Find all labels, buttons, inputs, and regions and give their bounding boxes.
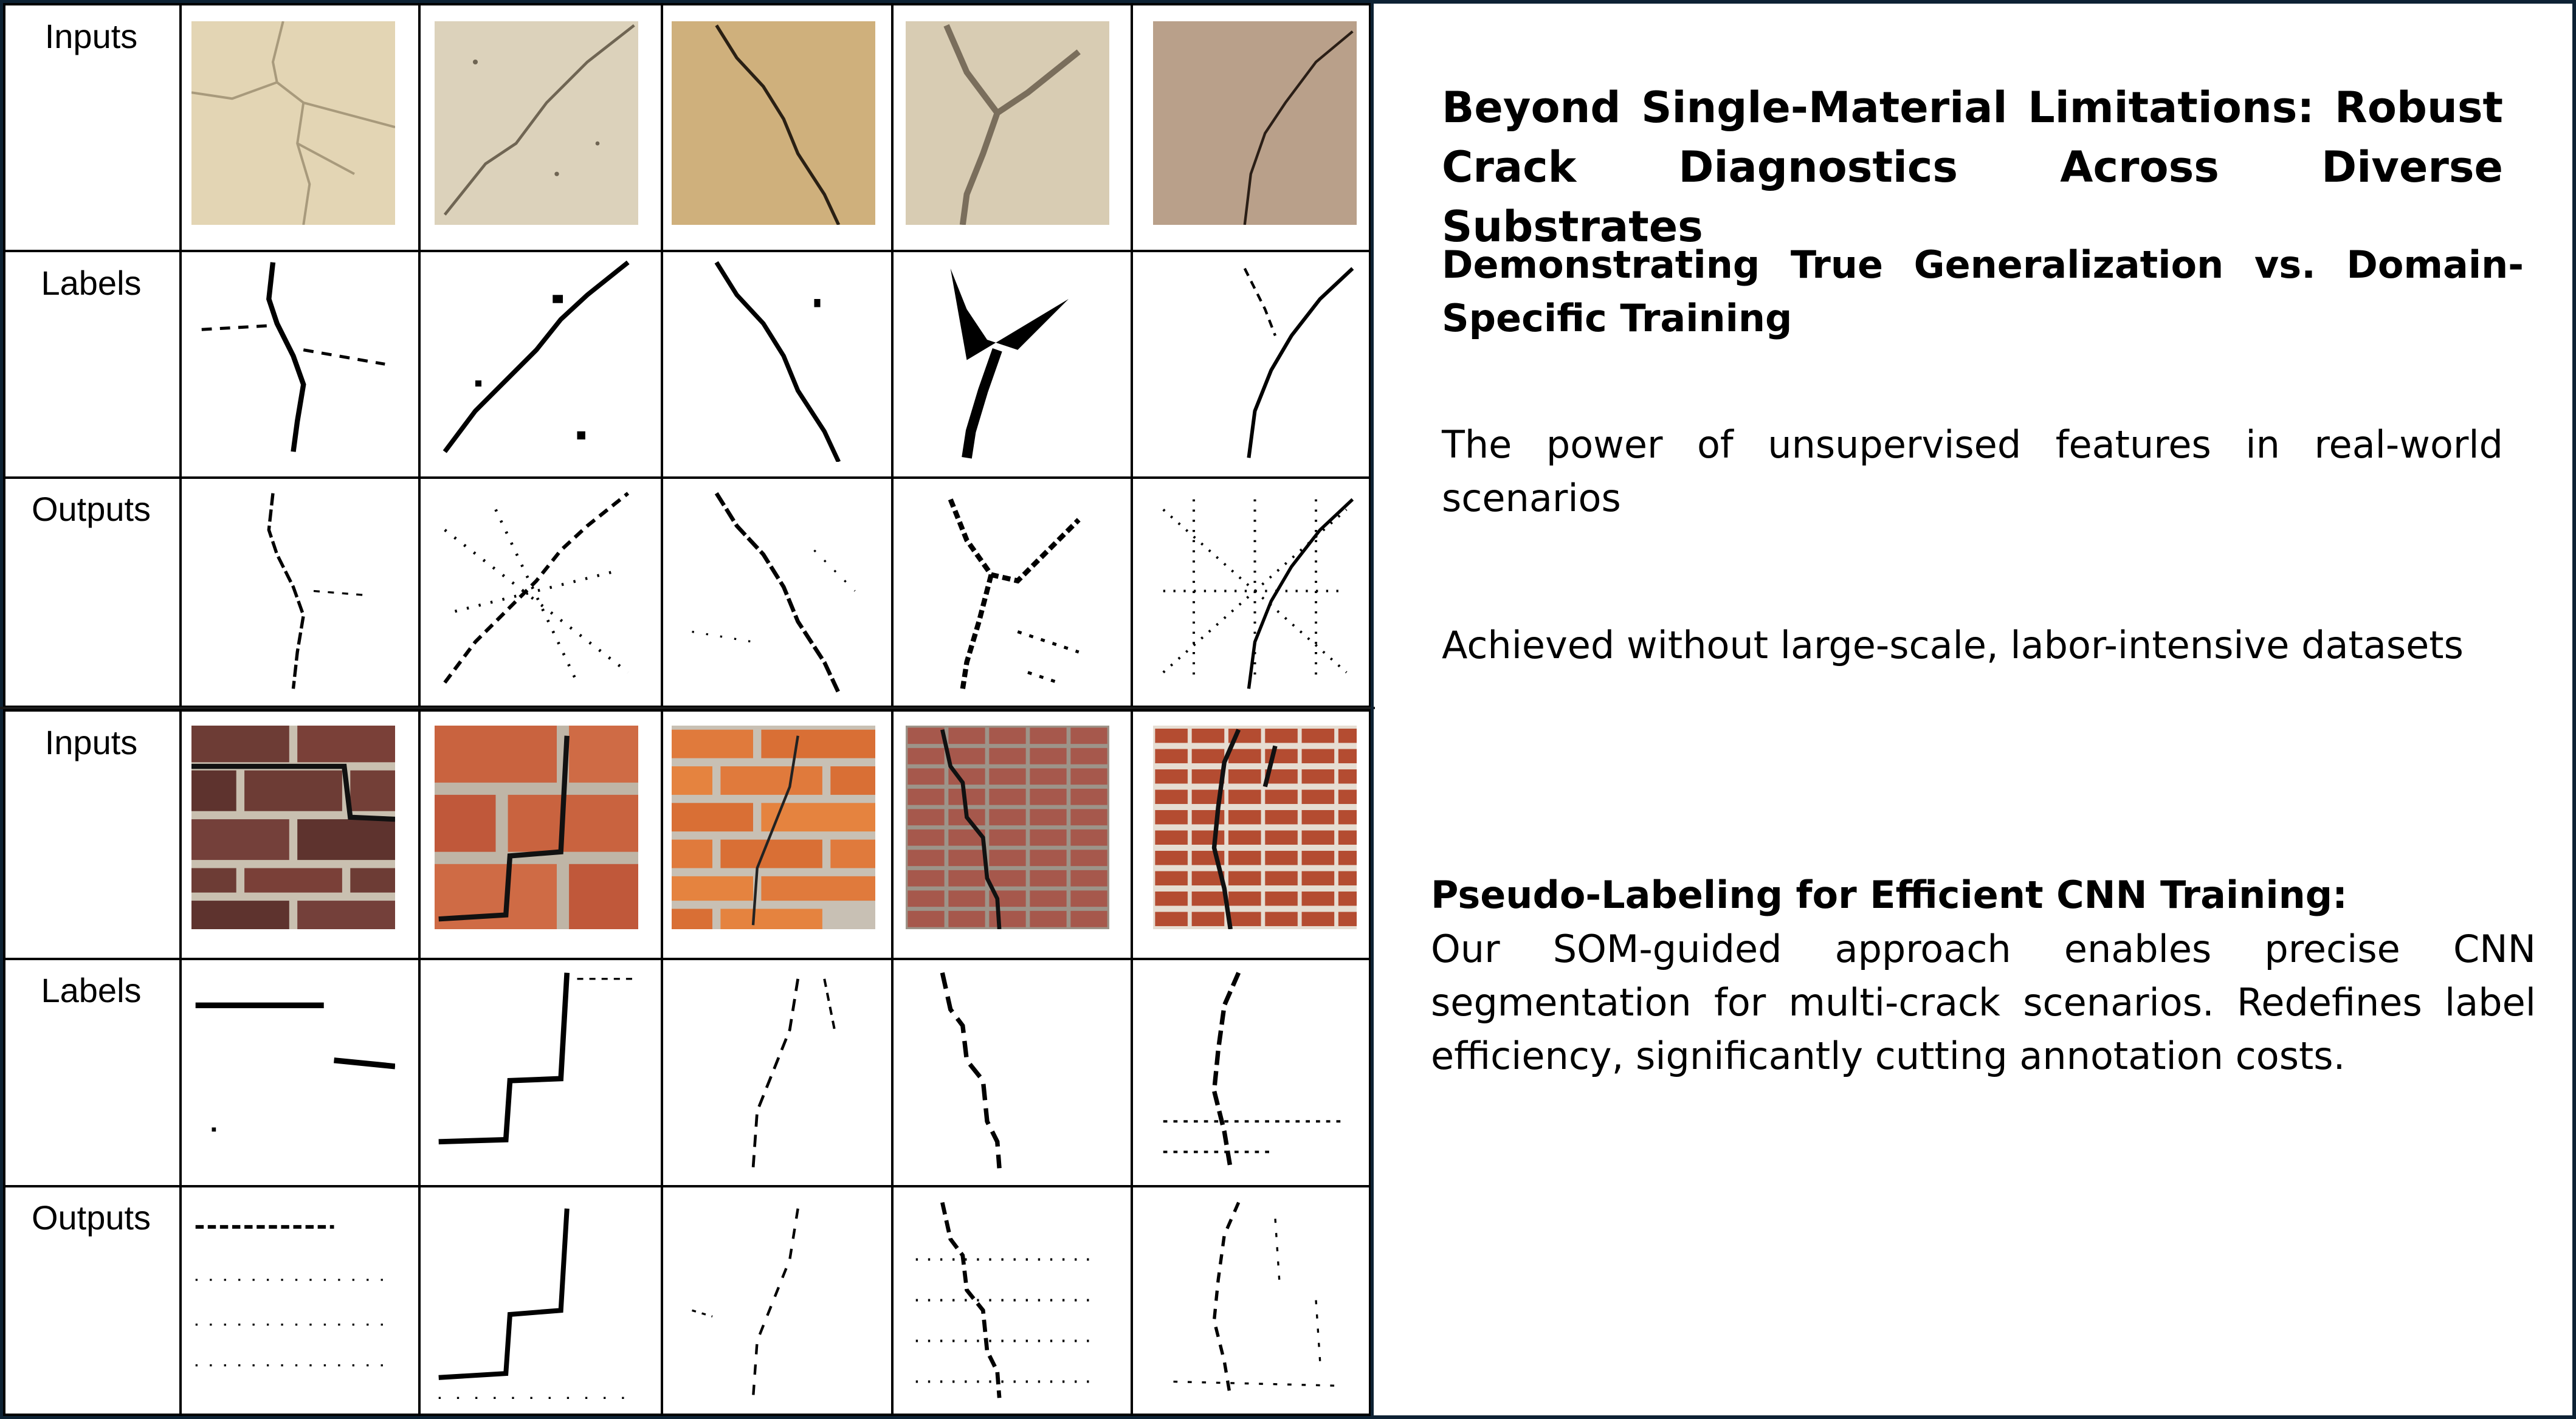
brick-output-2 — [435, 1198, 638, 1402]
brick-label-2 — [435, 969, 638, 1172]
pseudo-labeling-heading: Pseudo-Labeling for Efficient CNN Training: — [1431, 873, 2347, 917]
brick-label-5 — [1153, 969, 1357, 1172]
brick-label-4 — [906, 969, 1109, 1172]
brick-output-1 — [191, 1198, 395, 1402]
brick-input-1 — [191, 726, 395, 929]
main-title: Beyond Single-Material Limitations: Robust Crack Diagnostics Across Diverse Substrates — [1442, 83, 2503, 252]
brick-panel — [3, 709, 1371, 1416]
concrete-output-3 — [672, 489, 875, 693]
point-unsupervised-features: The power of unsupervised features in real-world scenarios — [1442, 422, 2503, 520]
concrete-label-3 — [672, 258, 875, 462]
concrete-label-2 — [435, 258, 638, 462]
concrete-input-1 — [191, 21, 395, 225]
concrete-input-2 — [435, 21, 638, 225]
pseudo-labeling-body: Our SOM-guided approach enables precise CNN segmentation for multi-crack scenarios. Redefines label efficiency, significantly cutting annotation costs. — [1431, 927, 2536, 1078]
concrete-panel — [3, 3, 1371, 708]
brick-output-3 — [672, 1198, 875, 1402]
concrete-input-3 — [672, 21, 875, 225]
brick-input-4 — [906, 726, 1109, 929]
brick-label-1 — [191, 969, 395, 1172]
concrete-output-1 — [191, 489, 395, 693]
concrete-label-5 — [1153, 258, 1357, 462]
row-label-outputs: Outputs — [31, 1198, 151, 1237]
concrete-input-4 — [906, 21, 1109, 225]
row-label-labels: Labels — [41, 264, 142, 302]
figure-right-border — [1371, 3, 1374, 1416]
brick-input-2 — [435, 726, 638, 929]
point-no-large-datasets: Achieved without large-scale, labor-intensive datasets — [1442, 623, 2464, 667]
subtitle: Demonstrating True Generalization vs. Domain-Specific Training — [1442, 242, 2524, 340]
brick-output-5 — [1153, 1198, 1357, 1402]
row-label-inputs: Inputs — [44, 723, 138, 761]
concrete-output-5 — [1153, 489, 1357, 693]
brick-label-3 — [672, 969, 875, 1172]
row-label-inputs: Inputs — [44, 17, 138, 55]
concrete-label-1 — [191, 258, 395, 462]
brick-input-3 — [672, 726, 875, 929]
concrete-label-4 — [906, 258, 1109, 462]
brick-input-5 — [1153, 726, 1357, 929]
concrete-output-4 — [906, 489, 1109, 693]
row-label-outputs: Outputs — [31, 490, 151, 528]
brick-output-4 — [906, 1198, 1109, 1402]
concrete-output-2 — [435, 489, 638, 693]
concrete-input-5 — [1153, 21, 1357, 225]
row-label-labels: Labels — [41, 971, 142, 1009]
